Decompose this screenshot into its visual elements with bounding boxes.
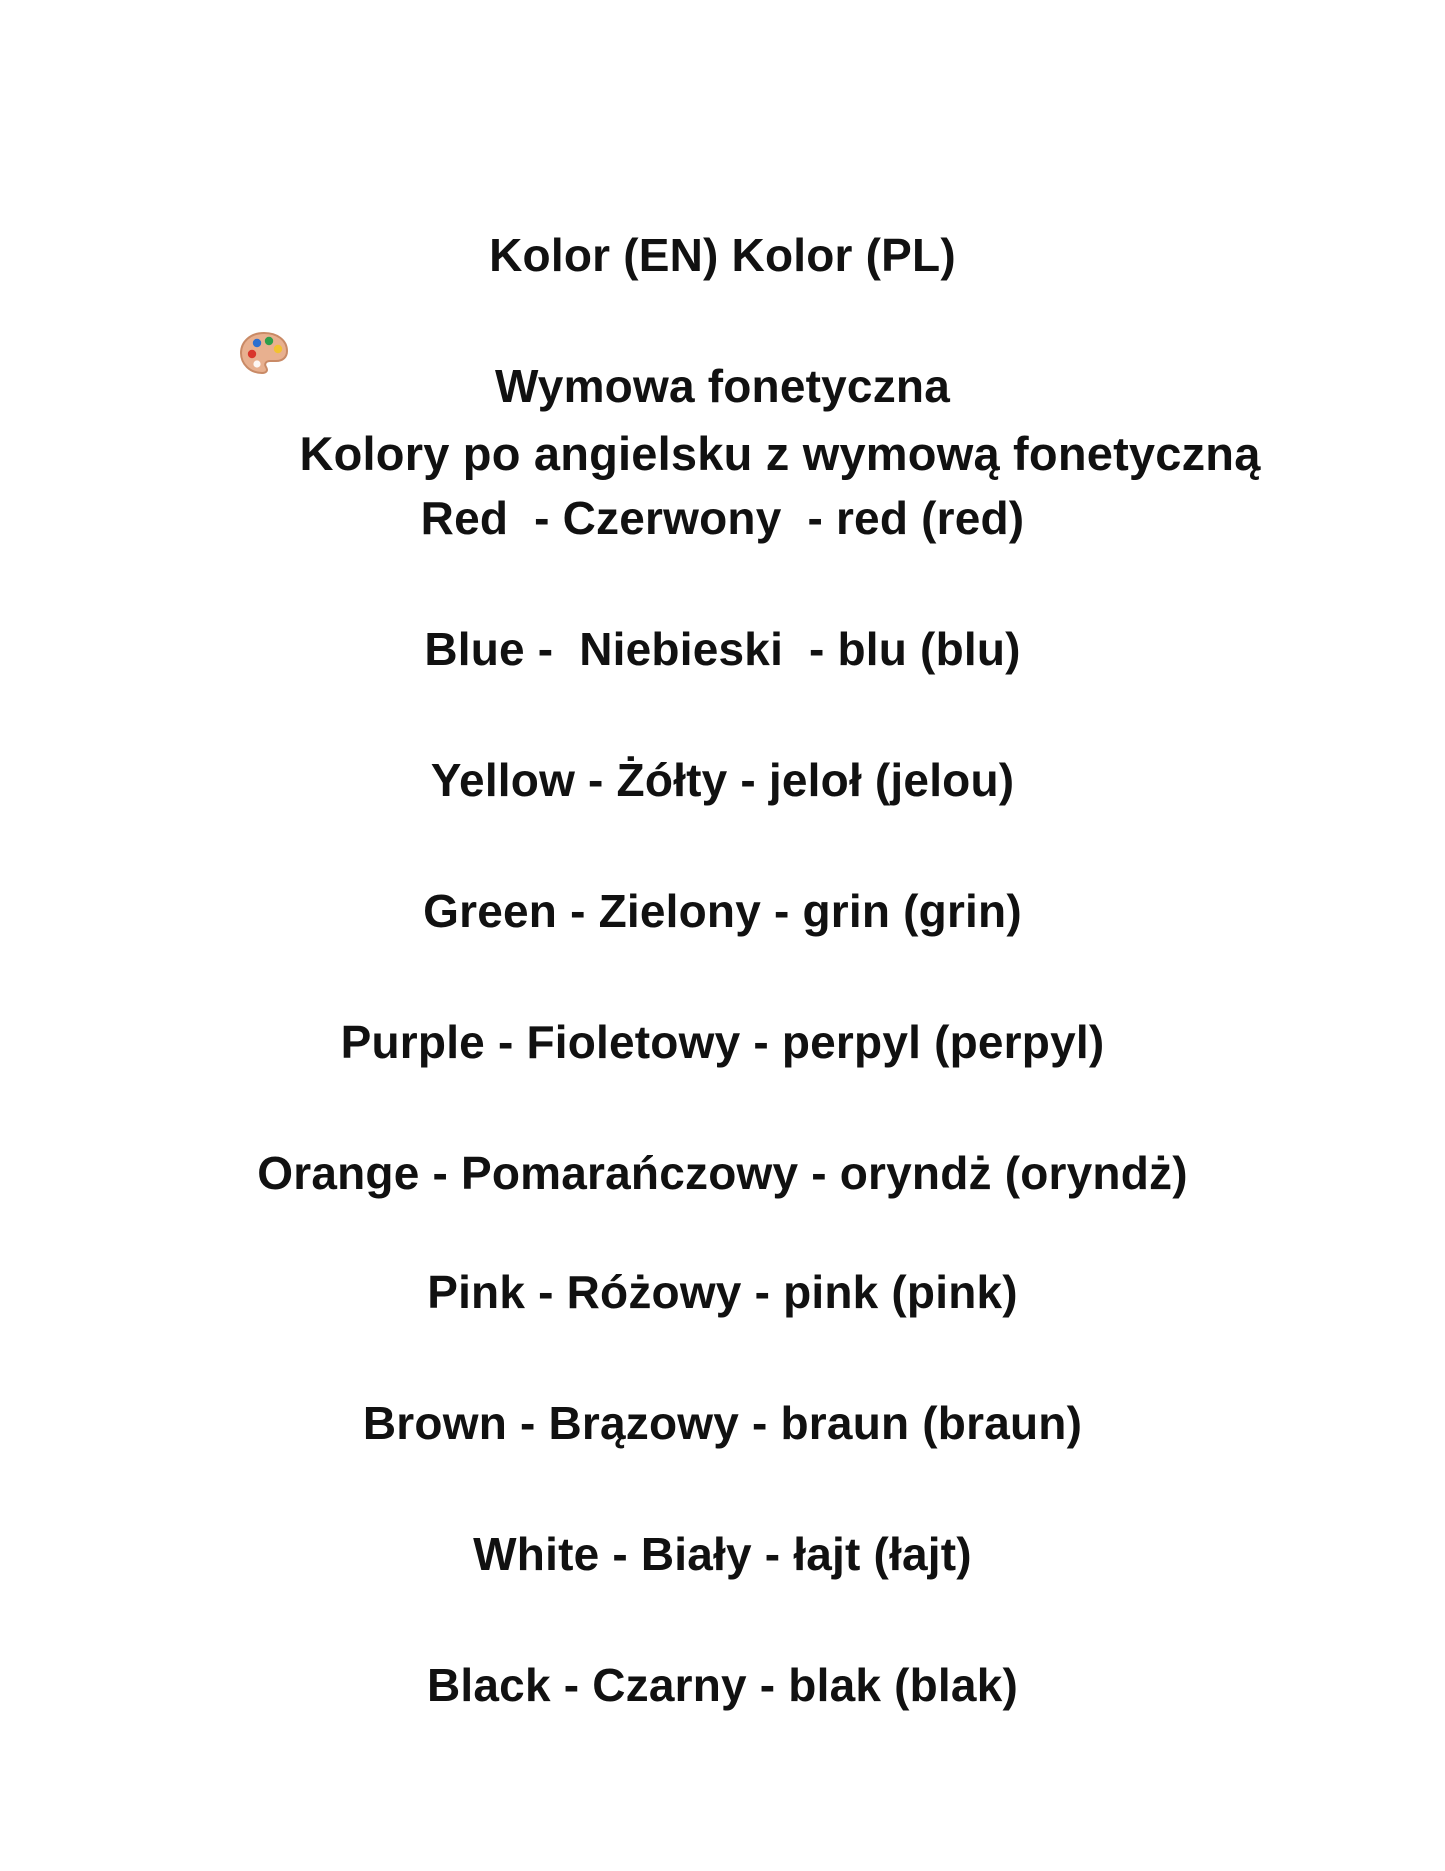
entry-blue: Blue - Niebieski - blu (blu) [424, 623, 1021, 675]
entry-brown: Brown - Brązowy - braun (braun) [362, 1397, 1083, 1449]
entry-red: Red - Czerwony - red (red) [420, 492, 1025, 544]
section-label: Wymowa fonetyczna [495, 360, 950, 412]
entry-white: White - Biały - łajt (łajt) [473, 1528, 972, 1580]
entry-black: Black - Czarny - blak (blak) [427, 1659, 1018, 1711]
subtitle: Kolor (EN) Kolor (PL) [489, 229, 956, 281]
title-text: Kolory po angielsku z wymową fonetyczną [299, 427, 1261, 480]
entry-yellow: Yellow - Żółty - jeloł (jelou) [430, 754, 1015, 806]
entry-orange: Orange - Pomarańczowy - oryndż (oryndż) [257, 1147, 1188, 1199]
entry-pink: Pink - Różowy - pink (pink) [427, 1266, 1018, 1318]
entry-green: Green - Zielony - grin (grin) [423, 885, 1022, 937]
page-title [0, 162, 1445, 538]
entry-purple: Purple - Fioletowy - perpyl (perpyl) [340, 1016, 1105, 1068]
